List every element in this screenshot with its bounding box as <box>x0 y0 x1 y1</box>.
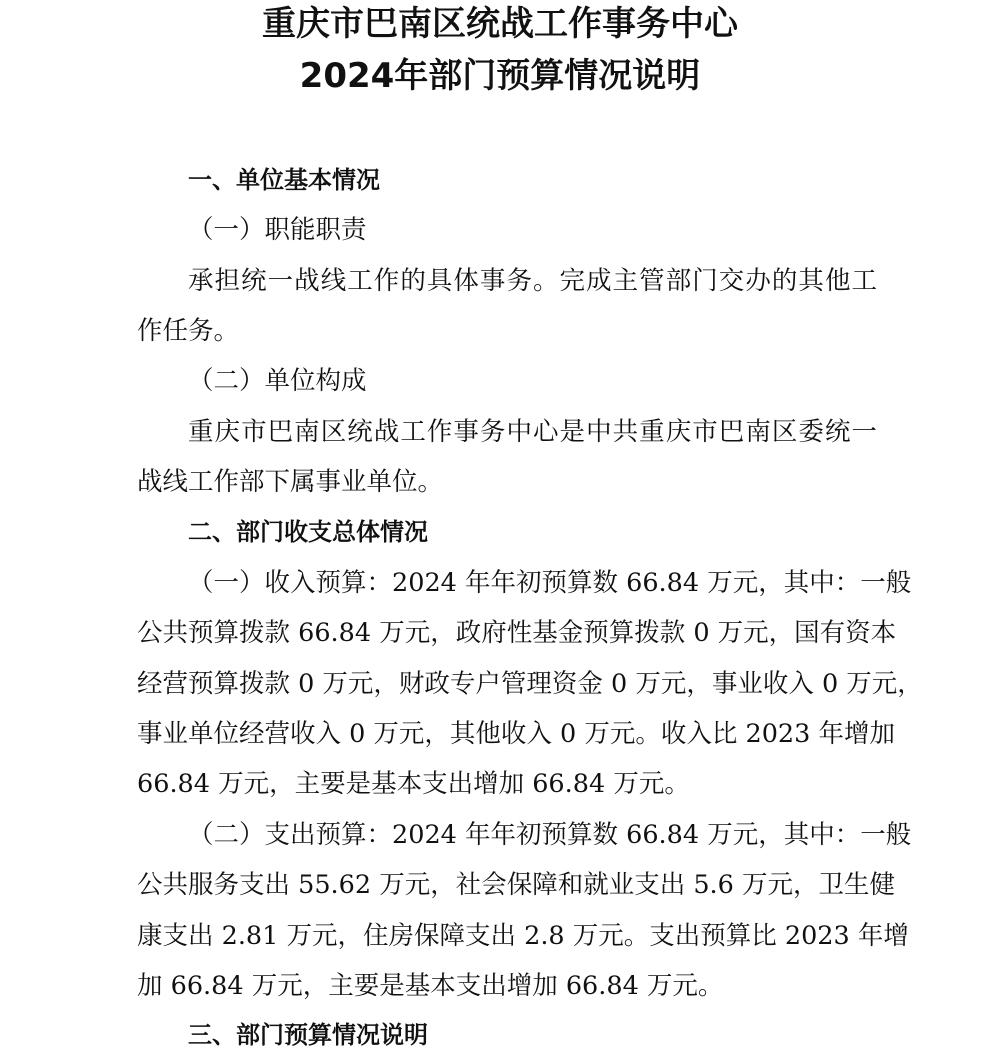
paragraph-line: 经营预算拨款 0 万元，财政专户管理资金 0 万元，事业收入 0 万元， <box>137 669 923 699</box>
paragraph-line: 事业单位经营收入 0 万元，其他收入 0 万元。收入比 2023 年增加 <box>137 719 895 749</box>
paragraph-line: （一）收入预算：2024 年年初预算数 66.84 万元，其中：一般 <box>188 568 912 598</box>
paragraph-line: 作任务。 <box>137 316 240 346</box>
paragraph-line: 承担统一战线工作的具体事务。完成主管部门交办的其他工 <box>188 266 877 296</box>
paragraph-line: 公共服务支出 55.62 万元，社会保障和就业支出 5.6 万元，卫生健 <box>137 870 895 900</box>
paragraph-line: （二）支出预算：2024 年年初预算数 66.84 万元，其中：一般 <box>188 820 912 850</box>
paragraph-line: 加 66.84 万元，主要是基本支出增加 66.84 万元。 <box>137 971 724 1001</box>
section-1-2-heading: （二）单位构成 <box>188 366 367 396</box>
section-3-heading: 三、部门预算情况说明 <box>188 1021 428 1049</box>
paragraph-line: 战线工作部下属事业单位。 <box>137 467 444 497</box>
section-2-heading: 二、部门收支总体情况 <box>188 518 428 546</box>
section-1-heading: 一、单位基本情况 <box>188 166 380 194</box>
paragraph-line: 康支出 2.81 万元，住房保障支出 2.8 万元。支出预算比 2023 年增 <box>137 921 909 951</box>
paragraph-line: 重庆市巴南区统战工作事务中心是中共重庆市巴南区委统一 <box>188 417 877 447</box>
section-1-1-heading: （一）职能职责 <box>188 215 367 245</box>
paragraph-line: 公共预算拨款 66.84 万元，政府性基金预算拨款 0 万元，国有资本 <box>137 618 897 648</box>
paragraph-line: 66.84 万元，主要是基本支出增加 66.84 万元。 <box>137 769 690 799</box>
document-title-line-2: 2024年部门预算情况说明 <box>299 56 701 96</box>
document-title-line-1: 重庆市巴南区统战工作事务中心 <box>262 4 738 44</box>
